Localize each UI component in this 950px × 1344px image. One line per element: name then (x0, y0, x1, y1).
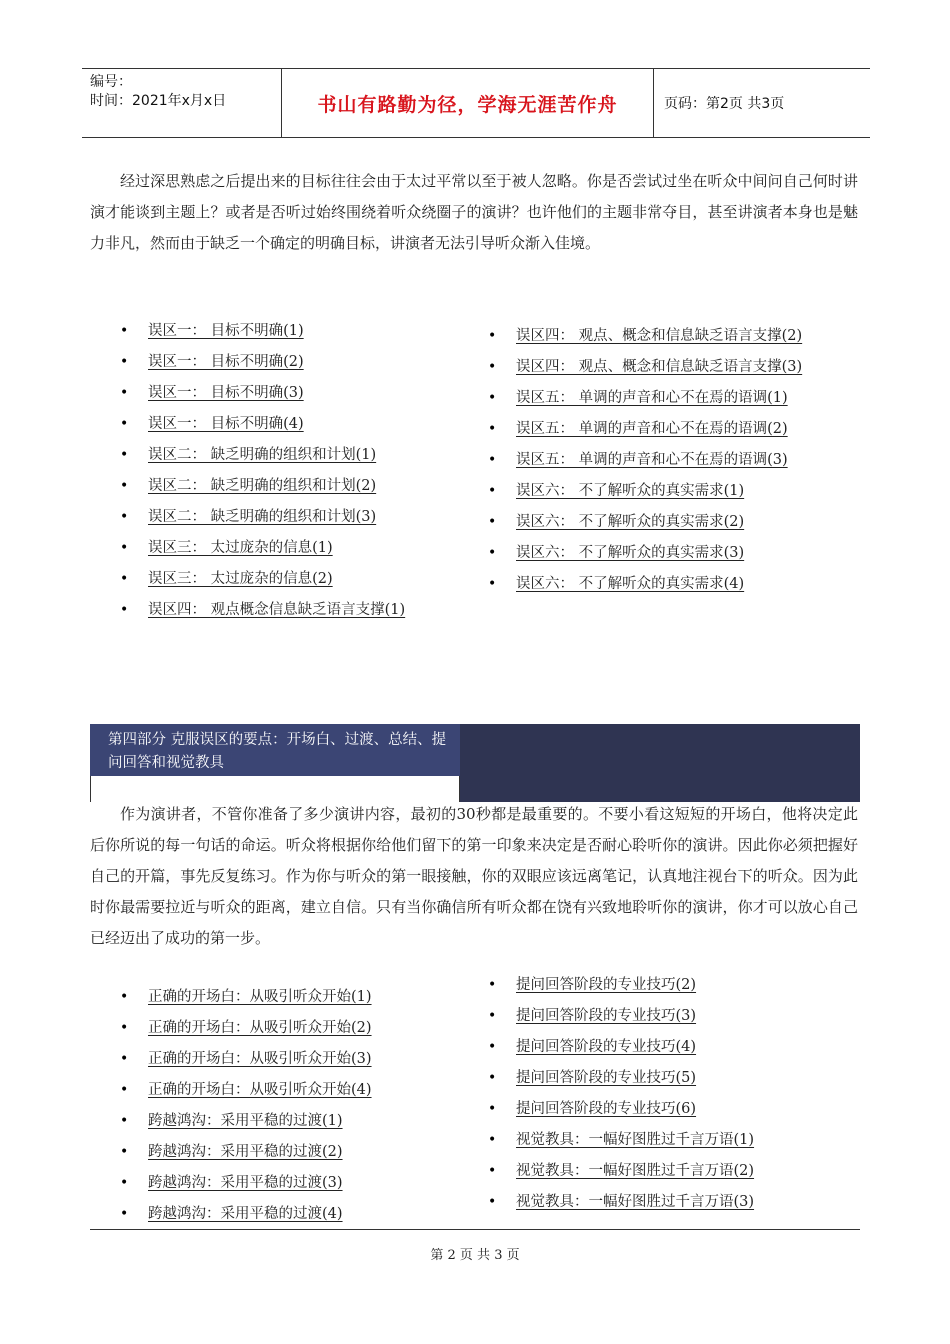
topic-link[interactable]: 跨越鸿沟：采用平稳的过渡(4) (148, 1206, 343, 1222)
topic-link[interactable]: 误区一： 目标不明确(2) (148, 354, 304, 370)
topic-link[interactable]: 误区二： 缺乏明确的组织和计划(3) (148, 509, 377, 525)
list-item (486, 538, 802, 569)
bullet-icon: • (488, 483, 497, 499)
list-item (118, 471, 405, 502)
bullet-icon: • (120, 385, 129, 401)
bullet-icon: • (488, 1039, 497, 1055)
page-header (82, 68, 870, 138)
topic-link[interactable]: 误区五： 单调的声音和心不在焉的语调(1) (516, 390, 788, 406)
topic-link[interactable]: 误区五： 单调的声音和心不在焉的语调(2) (516, 421, 788, 437)
bullet-icon: • (488, 977, 497, 993)
bullet-icon: • (488, 452, 497, 468)
topic-link[interactable]: 误区三： 太过庞杂的信息(1) (148, 540, 333, 556)
bullet-icon: • (488, 328, 497, 344)
bullet-icon: • (488, 545, 497, 561)
list-item (118, 595, 405, 626)
bullet-icon: • (120, 1144, 129, 1160)
page-footer: 第 2 页 共 3 页 (430, 1248, 520, 1263)
topic-link[interactable]: 正确的开场白：从吸引听众开始(4) (148, 1082, 372, 1098)
topic-link[interactable]: 误区二： 缺乏明确的组织和计划(2) (148, 478, 377, 494)
link-list-left-1 (118, 316, 405, 626)
topic-link[interactable]: 误区五： 单调的声音和心不在焉的语调(3) (516, 452, 788, 468)
bullet-icon: • (120, 509, 129, 525)
topic-link[interactable]: 提问回答阶段的专业技巧(2) (516, 977, 697, 993)
topic-link[interactable]: 误区六： 不了解听众的真实需求(4) (516, 576, 745, 592)
list-item (486, 383, 802, 414)
list-item (118, 1106, 372, 1137)
list-item (118, 316, 405, 347)
document-date: 时间：2021年x月x日 (90, 93, 227, 109)
bullet-icon: • (120, 447, 129, 463)
topic-link[interactable]: 误区六： 不了解听众的真实需求(2) (516, 514, 745, 530)
topic-link[interactable]: 正确的开场白：从吸引听众开始(1) (148, 989, 372, 1005)
bullet-icon: • (120, 354, 129, 370)
list-item (486, 414, 802, 445)
topic-link[interactable]: 视觉教具：一幅好图胜过千言万语(2) (516, 1163, 755, 1179)
bullet-icon: • (120, 1175, 129, 1191)
list-item (486, 1032, 754, 1063)
bullet-icon: • (120, 602, 129, 618)
bullet-icon: • (120, 1051, 129, 1067)
list-item (486, 970, 754, 1001)
topic-link[interactable]: 提问回答阶段的专业技巧(3) (516, 1008, 697, 1024)
list-item (118, 982, 372, 1013)
list-item (486, 1001, 754, 1032)
topic-link[interactable]: 误区一： 目标不明确(1) (148, 323, 304, 339)
topic-link[interactable]: 提问回答阶段的专业技巧(5) (516, 1070, 697, 1086)
list-item (486, 1063, 754, 1094)
bullet-icon: • (120, 1082, 129, 1098)
header-meta (82, 69, 282, 137)
topic-link[interactable]: 视觉教具：一幅好图胜过千言万语(1) (516, 1132, 755, 1148)
bullet-icon: • (120, 540, 129, 556)
list-item (118, 502, 405, 533)
list-item (486, 569, 802, 600)
list-item (486, 445, 802, 476)
list-item (118, 440, 405, 471)
bullet-icon: • (120, 323, 129, 339)
bullet-icon: • (488, 359, 497, 375)
list-item (486, 507, 802, 538)
link-list-right-2 (486, 970, 754, 1218)
bullet-icon: • (120, 416, 129, 432)
topic-link[interactable]: 跨越鸿沟：采用平稳的过渡(1) (148, 1113, 343, 1129)
bullet-icon: • (488, 421, 497, 437)
bullet-icon: • (488, 514, 497, 530)
topic-link[interactable]: 误区一： 目标不明确(3) (148, 385, 304, 401)
list-item (486, 1156, 754, 1187)
list-item (118, 1168, 372, 1199)
list-item (118, 1199, 372, 1230)
bullet-icon: • (120, 1020, 129, 1036)
list-item (118, 1013, 372, 1044)
section-heading: 第四部分 克服误区的要点：开场白、过渡、总结、提问回答和视觉教具 (90, 724, 460, 776)
list-item (486, 352, 802, 383)
bullet-icon: • (488, 1070, 497, 1086)
list-item (486, 1094, 754, 1125)
document-number-label: 编号： (90, 74, 132, 90)
list-item (486, 1187, 754, 1218)
list-item (486, 1125, 754, 1156)
topic-link[interactable]: 正确的开场白：从吸引听众开始(2) (148, 1020, 372, 1036)
list-item (118, 378, 405, 409)
link-list-right-1 (486, 321, 802, 600)
topic-link[interactable]: 误区四： 观点概念信息缺乏语言支撑(1) (148, 602, 406, 618)
footer-divider (90, 1229, 860, 1230)
section-heading-bar (90, 724, 860, 802)
list-item (118, 564, 405, 595)
intro-paragraph: 经过深思熟虑之后提出来的目标往往会由于太过平常以至于被人忽略。你是否尝试过坐在听众中间问自己何时讲演才能谈到主题上？或者是否听过始终围绕着听众绕圈子的演讲？也许他们的主题非常夺目，甚至讲演者本身也是魅力非凡，然而由于缺乏一个确定的明确目标，讲演者无法引导听众渐入佳境。 (90, 172, 858, 252)
bullet-icon: • (120, 1206, 129, 1222)
list-item (486, 321, 802, 352)
list-item (118, 347, 405, 378)
bullet-icon: • (488, 1194, 497, 1210)
list-item (118, 1044, 372, 1075)
link-list-left-2 (118, 982, 372, 1230)
topic-link[interactable]: 误区三： 太过庞杂的信息(2) (148, 571, 333, 587)
section-heading-fill (460, 724, 860, 802)
list-item (486, 476, 802, 507)
bullet-icon: • (488, 1163, 497, 1179)
topic-link[interactable]: 误区六： 不了解听众的真实需求(1) (516, 483, 745, 499)
topic-link[interactable]: 跨越鸿沟：采用平稳的过渡(2) (148, 1144, 343, 1160)
bullet-icon: • (120, 1113, 129, 1129)
topic-link[interactable]: 正确的开场白：从吸引听众开始(3) (148, 1051, 372, 1067)
list-item (118, 533, 405, 564)
bullet-icon: • (120, 478, 129, 494)
bullet-icon: • (488, 1101, 497, 1117)
topic-link[interactable]: 误区六： 不了解听众的真实需求(3) (516, 545, 745, 561)
topic-link[interactable]: 视觉教具：一幅好图胜过千言万语(3) (516, 1194, 755, 1210)
list-item (118, 409, 405, 440)
bullet-icon: • (120, 571, 129, 587)
bullet-icon: • (488, 1132, 497, 1148)
list-item (118, 1137, 372, 1168)
topic-link[interactable]: 提问回答阶段的专业技巧(4) (516, 1039, 697, 1055)
topic-link[interactable]: 跨越鸿沟：采用平稳的过渡(3) (148, 1175, 343, 1191)
topic-link[interactable]: 提问回答阶段的专业技巧(6) (516, 1101, 697, 1117)
bullet-icon: • (120, 989, 129, 1005)
header-page-info: 页码：第2页 共3页 (664, 96, 785, 112)
topic-link[interactable]: 误区二： 缺乏明确的组织和计划(1) (148, 447, 377, 463)
list-item (118, 1075, 372, 1106)
topic-link[interactable]: 误区四： 观点、概念和信息缺乏语言支撑(2) (516, 328, 803, 344)
bullet-icon: • (488, 1008, 497, 1024)
body-paragraph: 作为演讲者，不管你准备了多少演讲内容，最初的30秒都是最重要的。不要小看这短短的开场白，他将决定此后你所说的每一句话的命运。听众将根据你给他们留下的第一印象来决定是否耐心聆听你的演讲。因此你必须把握好自己的开篇，事先反复练习。作为你与听众的第一眼接触，你的双眼应该远离笔记，认真地注视台下的听众。因为此时你最需要拉近与听众的距离，建立自信。只有当你确信所有听众都在饶有兴致地聆听你的演讲，你才可以放心自己已经迈出了成功的第一步。 (90, 805, 858, 947)
header-motto: 书山有路勤为径，学海无涯苦作舟 (282, 69, 654, 137)
topic-link[interactable]: 误区一： 目标不明确(4) (148, 416, 304, 432)
topic-link[interactable]: 误区四： 观点、概念和信息缺乏语言支撑(3) (516, 359, 803, 375)
bullet-icon: • (488, 390, 497, 406)
bullet-icon: • (488, 576, 497, 592)
